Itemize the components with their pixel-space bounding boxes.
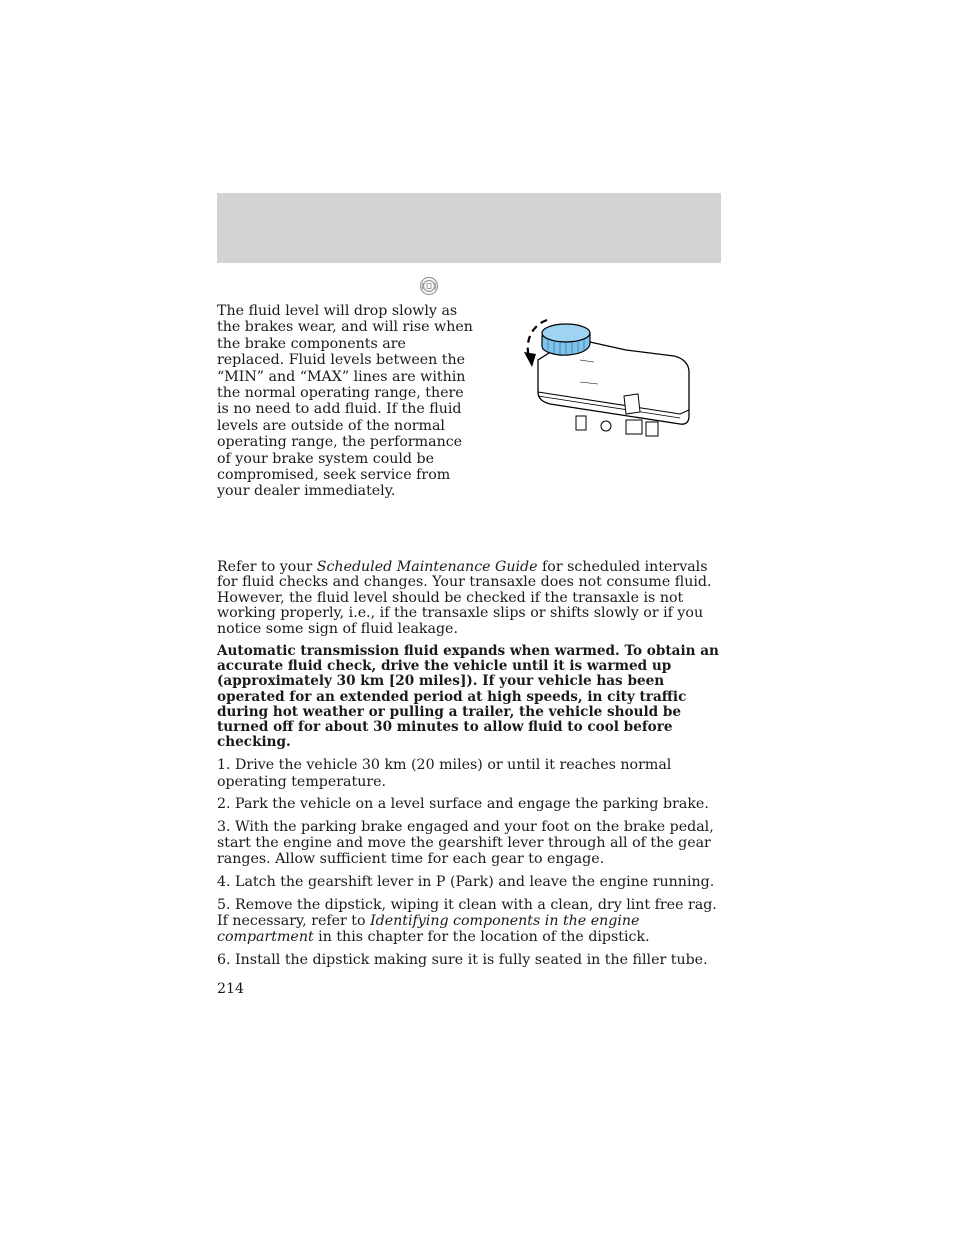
step-1: 1. Drive the vehicle 30 km (20 miles) or until it reaches normal operating temperature. <box>217 757 672 790</box>
transmission-fluid-warning: Automatic transmission fluid expands when warmed. To obtain an accurate fluid check, drive the vehicle until it is warmed up (approximately 30 km [20 miles]). If your vehicle has been operated for an extended period at high speeds, in city traffic during hot weather or pulling a trailer, the vehicle should be turned off for about 30 minutes to allow fluid to cool before checking. <box>217 643 719 751</box>
maintenance-guide-paragraph <box>217 560 723 637</box>
brake-fluid-reservoir-illustration <box>520 312 700 442</box>
brake-warning-symbol-icon <box>419 276 439 296</box>
arrow-icon <box>524 352 536 367</box>
step-6: 6. Install the dipstick making sure it is fully seated in the filler tube. <box>217 951 708 968</box>
refer-suffix: for scheduled intervals for fluid checks and changes. Your transaxle does not consume fluid. However, the fluid level should be checked if the transaxle is not working properly, i.e., if the transaxle slips or shifts slowly or if you notice some sign of fluid leakage. <box>217 559 712 637</box>
step-3: 3. With the parking brake engaged and your foot on the brake pedal, start the engine and move the gearshift lever through all of the gear ranges. Allow sufficient time for each gear to engage. <box>217 819 714 868</box>
step-4: 4. Latch the gearshift lever in P (Park) and leave the engine running. <box>217 874 715 891</box>
section-header-bar <box>217 193 721 263</box>
brake-fluid-level-paragraph: The fluid level will drop slowly as the brakes wear, and will rise when the brake components are replaced. Fluid levels between the “MIN” and “MAX” lines are within the normal operating range, there is no need to add fluid. If the fluid levels are outside of the normal operating range, the performance of your brake system could be compromised, seek service from your dealer immediately. <box>217 303 473 500</box>
step-5 <box>217 897 723 946</box>
step-5-suffix: in this chapter for the location of the dipstick. <box>313 929 650 946</box>
refer-prefix: Refer to your <box>217 559 317 575</box>
step-2: 2. Park the vehicle on a level surface and engage the parking brake. <box>217 796 709 813</box>
maintenance-guide-title: Scheduled Maintenance Guide <box>316 559 538 575</box>
engine-compartment-reference: Identifying components in the engine compartment <box>217 913 640 946</box>
step-5-prefix: 5. Remove the dipstick, wiping it clean with a clean, dry lint free rag. If necessary, refer to <box>217 896 717 930</box>
page-number: 214 <box>217 981 245 997</box>
transaxle-section <box>217 560 723 975</box>
